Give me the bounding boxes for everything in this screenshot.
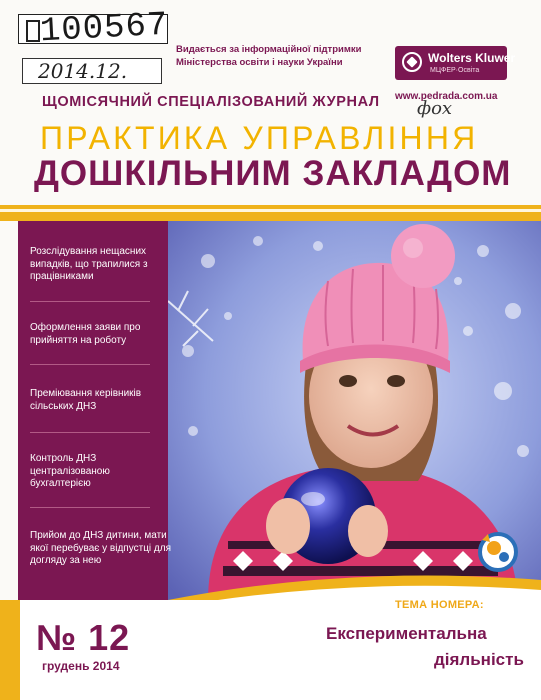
theme-title-line-1: Експериментальна bbox=[326, 624, 487, 643]
stamp-checkbox bbox=[26, 20, 40, 42]
sidebar-divider bbox=[30, 364, 150, 365]
sidebar-divider bbox=[30, 301, 150, 302]
gold-divider-band bbox=[0, 205, 541, 221]
sidebar-divider bbox=[30, 507, 150, 508]
sidebar-divider bbox=[30, 432, 150, 433]
publisher-subtitle: МЦФЕР·Освіта bbox=[430, 67, 480, 74]
issue-date: грудень 2014 bbox=[42, 659, 120, 673]
sidebar-item-accidents: Розслідування нещасних випадків, що трапилися з працівниками bbox=[30, 246, 148, 282]
journal-title-line-1: ПРАКТИКА УПРАВЛІННЯ bbox=[40, 120, 479, 156]
journal-title-line-2: ДОШКІЛЬНИМ ЗАКЛАДОМ bbox=[34, 154, 512, 193]
gold-corner-strip bbox=[0, 600, 20, 700]
handwritten-date: 2014.12. bbox=[38, 59, 128, 83]
support-line-1: Видається за інформаційної підтримки bbox=[176, 44, 362, 55]
website-url: www.pedrada.com.ua bbox=[395, 91, 498, 102]
publisher-name: Wolters Kluwer bbox=[428, 51, 516, 65]
theme-label: ТЕМА НОМЕРА: bbox=[395, 599, 484, 611]
sidebar-item-child-admission: Прийом до ДНЗ дитини, мати якої перебуває у відпустці для догляду за нею bbox=[30, 530, 172, 566]
issue-number: № 12 bbox=[36, 617, 131, 658]
badge-icon bbox=[476, 530, 520, 574]
theme-title-line-2: діяльність bbox=[434, 650, 524, 669]
inventory-number: 100567 bbox=[39, 6, 170, 52]
sidebar-item-bonuses: Преміювання керівників сільських ДНЗ bbox=[30, 388, 142, 412]
sidebar-item-job-application: Оформлення заяви про прийняття на роботу bbox=[30, 322, 141, 346]
handwritten-note: фох bbox=[417, 98, 453, 119]
sidebar-item-accounting-control: Контроль ДНЗ централізованою бухгалтерією bbox=[30, 453, 110, 489]
journal-type-label: ЩОМІСЯЧНИЙ СПЕЦІАЛІЗОВАНИЙ ЖУРНАЛ bbox=[42, 94, 380, 110]
gold-band-highlight bbox=[0, 209, 541, 212]
support-line-2: Міністерства освіти і науки України bbox=[176, 57, 343, 68]
support-note bbox=[176, 43, 376, 69]
